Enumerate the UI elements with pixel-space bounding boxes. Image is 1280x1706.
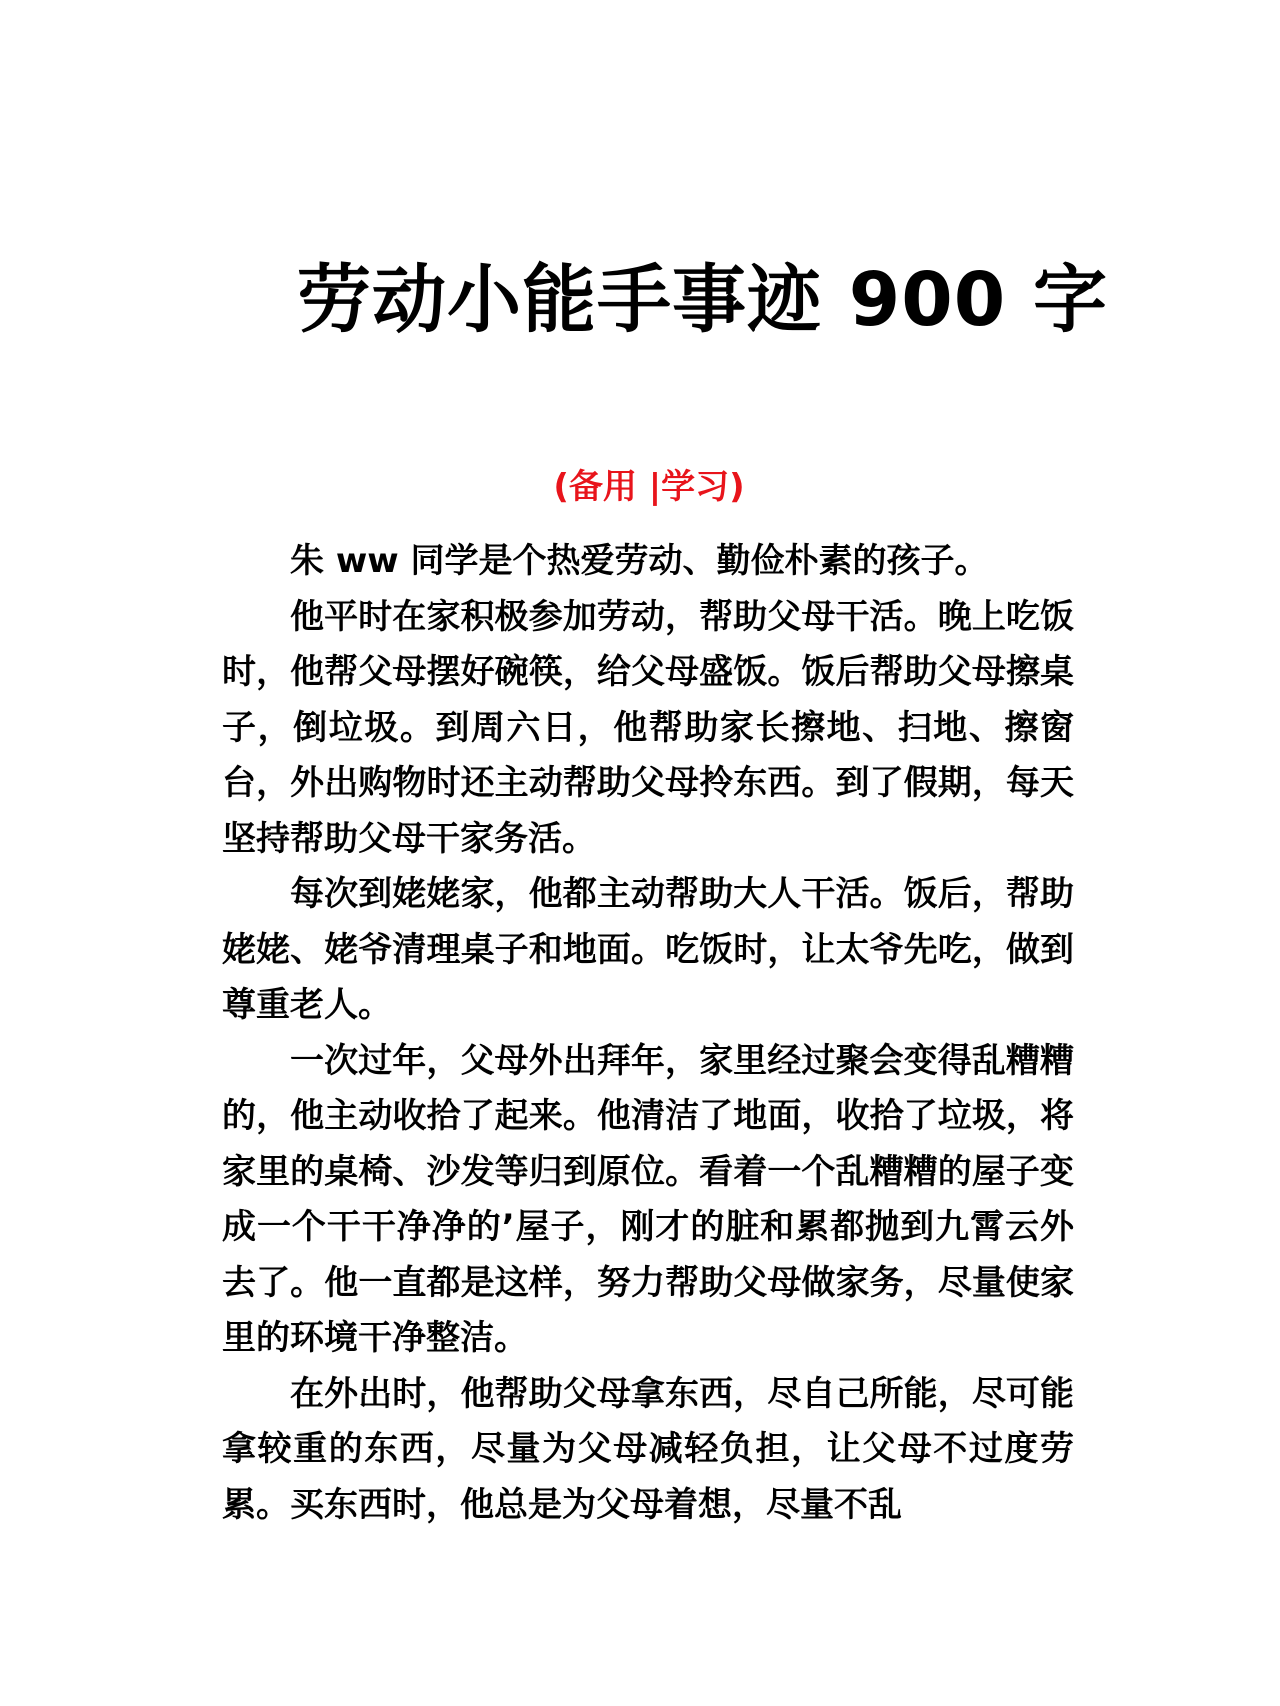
document-subtitle: (备用 |学习) (553, 467, 745, 507)
paragraph-3: 每次到姥姥家，他都主动帮助大人干活。饭后，帮助姥姥、姥爷清理桌子和地面。吃饭时，让太爷先吃，做到尊重老人。 (222, 874, 1074, 1025)
document-title: 劳动小能手事迹 900 字 (297, 257, 1108, 343)
document-body (222, 534, 1074, 1533)
paragraph-4: 一次过年，父母外出拜年，家里经过聚会变得乱糟糟的，他主动收拾了起来。他清洁了地面，收拾了垃圾，将家里的桌椅、沙发等归到原位。看着一个乱糟糟的屋子变成一个干干净净的’屋子，刚才的脏和累都抛到九霄云外去了。他一直都是这样，努力帮助父母做家务，尽量使家里的环境干净整洁。 (222, 1040, 1074, 1358)
paragraph-1: 朱 ww 同学是个热爱劳动、勤俭朴素的孩子。 (290, 541, 989, 581)
paragraph-5: 在外出时，他帮助父母拿东西，尽自己所能，尽可能拿较重的东西，尽量为父母减轻负担，让父母不过度劳累。买东西时，他总是为父母着想，尽量不乱 (222, 1373, 1074, 1525)
paragraph-2: 他平时在家积极参加劳动，帮助父母干活。晚上吃饭时，他帮父母摆好碗筷，给父母盛饭。饭后帮助父母擦桌子，倒垃圾。到周六日，他帮助家长擦地、扫地、擦窗台，外出购物时还主动帮助父母拎东西。到了假期，每天坚持帮助父母干家务活。 (222, 596, 1074, 859)
